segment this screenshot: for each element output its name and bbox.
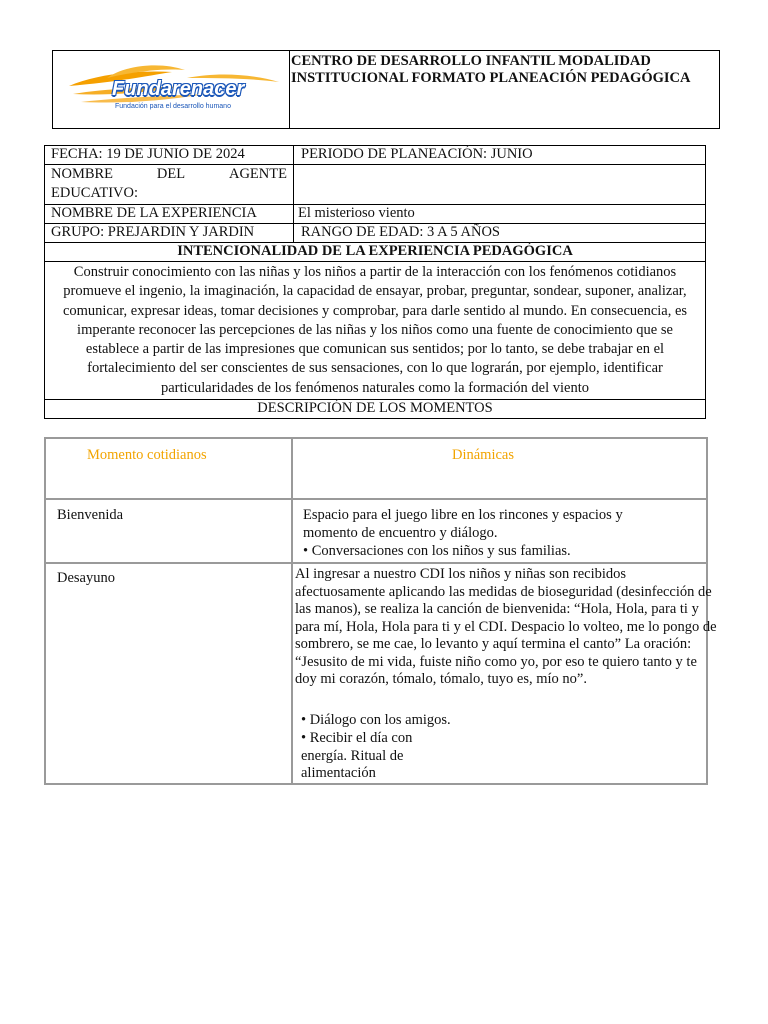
agente-word-agente: AGENTE [228, 166, 287, 182]
row-bienvenida-bullet: • Conversaciones con los niños y sus familias. [303, 543, 571, 559]
rango-cell: RANGO DE EDAD: 3 A 5 AÑOS [301, 224, 500, 240]
header-dinamicas: Dinámicas [452, 447, 515, 463]
header-momento: Momento cotidianos [87, 447, 207, 463]
document-title: CENTRO DE DESARROLLO INFANTIL MODALIDAD INSTITUCIONAL FORMATO PLANEACIÓN PEDAGÓGICA [291, 53, 691, 86]
experiencia-value: El misterioso viento [298, 205, 415, 221]
logo-brand-text: Fundarenacer [112, 78, 245, 100]
intencionalidad-body: Construir conocimiento con las niñas y los niños a partir de la interacción con los fenómenos cotidianos promueve el ingenio, la imaginación, la capacidad de ensayar, probar, preguntar, sondear, suponer, analizar, comunicar, expresar ideas, tomar decisiones y comprobar, para darle sentido al mundo. En consecuencia, es imperante reconocer las percepciones de las niñas y los niños como una fuente de conocimiento que se establece a partir de las impresiones que comunican sus sentidos; por lo tanto, se debe trabajar en el fortalecimiento del ser conscientes de sus sensaciones, con lo que lograrán, por ejemplo, identificar particularidades de los fenómenos naturales como la formación del viento [62, 264, 688, 396]
logo-tagline: Fundación para el desarrollo humano [115, 103, 231, 110]
agente-word-nombre: NOMBRE [51, 166, 114, 182]
row-bienvenida-momento: Bienvenida [57, 507, 124, 523]
fecha-cell: FECHA: 19 DE JUNIO DE 2024 [51, 146, 245, 162]
document-header [52, 50, 720, 129]
row-desayuno-bullet-1: • Diálogo con los amigos. [301, 712, 451, 728]
agente-word-del: DEL [156, 166, 186, 182]
descripcion-title: DESCRIPCIÓN DE LOS MOMENTOS [257, 400, 493, 416]
row-desayuno-bullet-2: • Recibir el día con energía. Ritual de alimentación [301, 730, 413, 781]
moments-table [44, 437, 717, 785]
experiencia-label: NOMBRE DE LA EXPERIENCIA [51, 205, 257, 221]
fundarenacer-logo [67, 64, 282, 112]
intencionalidad-title: INTENCIONALIDAD DE LA EXPERIENCIA PEDAGÓGICA [177, 243, 573, 259]
row-desayuno-momento: Desayuno [57, 570, 115, 586]
periodo-cell: PERIODO DE PLANEACIÓN: JUNIO [301, 146, 533, 162]
row-desayuno-text: Al ingresar a nuestro CDI los niños y niñas son recibidos afectuosamente aplicando las medidas de bioseguridad (desinfección de las manos), se realiza la canción de bienvenida: “Hola, Hola, para ti y para mí, Hola, Hola para ti y el CDI. Despacio lo volteo, me lo pongo de sombrero, se me cae, lo levanto y aquí termina el canto” La oración: “Jesusito de mi vida, fuiste niño como yo, por eso te quiero tanto y te doy mi corazón, tómalo, tómalo, tuyo es, mío no”. [295, 566, 717, 687]
row-bienvenida-text: Espacio para el juego libre en los rincones y espacios y momento de encuentro y diálogo. [303, 507, 623, 541]
logo-cell [53, 51, 290, 128]
agente-label-line1 [51, 166, 287, 183]
planning-info-table [44, 145, 706, 419]
agente-label-line2: EDUCATIVO: [51, 185, 138, 201]
grupo-cell: GRUPO: PREJARDIN Y JARDIN [51, 224, 255, 240]
